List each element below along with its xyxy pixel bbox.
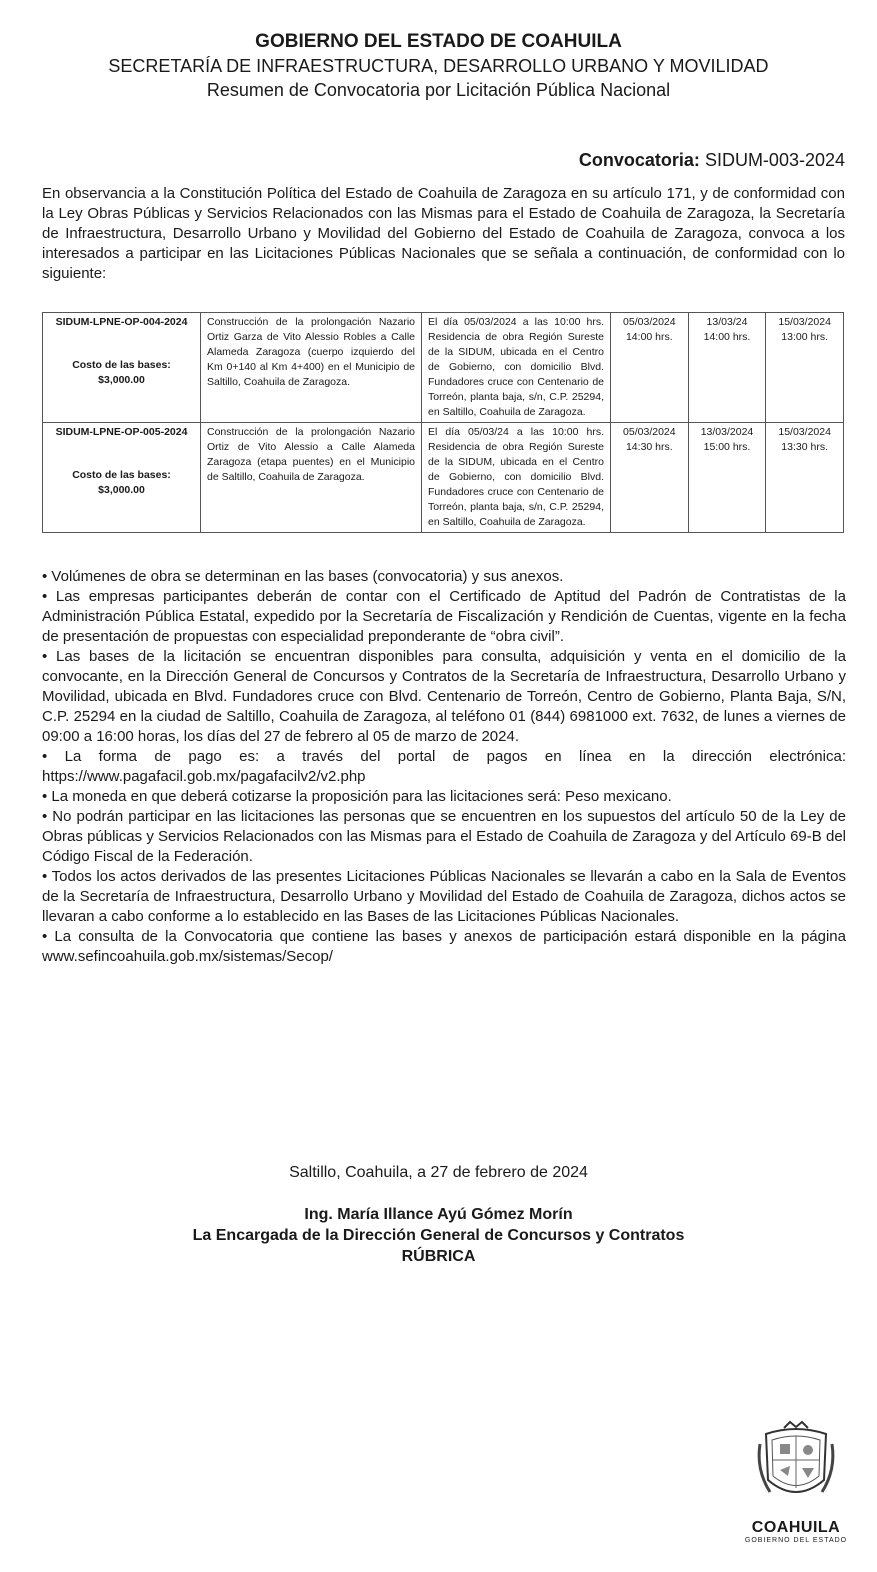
tender-id-cell <box>43 423 201 533</box>
list-item: • Las empresas participantes deberán de contar con el Certificado de Aptitud del Padrón de Contratistas de la Administración Pública Estatal, expedido por la Secretaría de Fiscalización y Rendición de Cuentas, vigente en la fecha de presentación de propuestas con especialidad preponderante de “obra civil”. <box>42 588 846 645</box>
cost-label: Costo de las bases: <box>72 359 171 371</box>
date-value: 05/03/2024 <box>623 426 676 438</box>
cost-value: $3,000.00 <box>98 484 145 496</box>
list-item: • La consulta de la Convocatoria que contiene las bases y anexos de participación estará disponible en la página www.sefincoahuila.gob.mx/sistemas/Secop/ <box>42 928 846 965</box>
table-row <box>43 313 844 423</box>
time-value: 14:00 hrs. <box>703 331 751 343</box>
date-cell-1 <box>611 423 689 533</box>
tender-id: SIDUM-LPNE-OP-005-2024 <box>55 426 188 438</box>
date-value: 15/03/2024 <box>778 316 831 328</box>
tender-id-cell <box>43 313 201 423</box>
description-cell: Construcción de la prolongación Nazario Ortiz de Vito Alessio a Calle Alameda Zaragoza (etapa puentes) en el Municipio de Saltillo, Coahuila de Zaragoza. <box>201 423 422 533</box>
logo-subtitle: GOBIERNO DEL ESTADO <box>744 1537 848 1544</box>
logo-brand: COAHUILA <box>751 1519 841 1536</box>
time-value: 15:00 hrs. <box>703 441 751 453</box>
time-value: 14:00 hrs. <box>625 331 673 343</box>
time-value: 13:00 hrs. <box>781 331 828 343</box>
place-date: Saltillo, Coahuila, a 27 de febrero de 2024 <box>289 1164 588 1181</box>
list-item: • La forma de pago es: a través del portal de pagos en línea en la dirección electrónica: https://www.pagafacil.gob.mx/pagafacilv2/v2.php <box>42 748 846 785</box>
convocatoria-value: SIDUM-003-2024 <box>704 150 845 170</box>
convocatoria-number <box>579 150 845 171</box>
list-item: • Todos los actos derivados de las presentes Licitaciones Públicas Nacionales se llevarán a cabo en la Sala de Eventos de la Secretaría de Infraestructura, Desarrollo Urbano y Movilidad del Estado de Coahuila de Zaragoza, dichos actos se llevaran a cabo conforme a lo establecido en las Bases de las Licitaciones Públicas Nacionales. <box>42 868 846 925</box>
date-value: 13/03/2024 <box>700 426 754 438</box>
visit-cell: El día 05/03/24 a las 10:00 hrs. Residencia de obra Región Sureste de la SIDUM, ubicada en el Centro de Gobierno, con domicilio Blvd. Fundadores cruce con Centenario de Torreón, planta baja, s/n, C.P. 25294, en Saltillo, Coahuila de Zaragoza. <box>422 423 611 533</box>
convocatoria-label: Convocatoria: <box>578 150 700 170</box>
conditions-list <box>42 567 846 967</box>
date-cell-3 <box>766 313 844 423</box>
list-item: • Volúmenes de obra se determinan en las bases (convocatoria) y sus anexos. <box>42 568 564 585</box>
cost-label: Costo de las bases: <box>72 469 171 481</box>
coat-of-arms-icon <box>750 1420 842 1512</box>
government-title: GOBIERNO DEL ESTADO DE COAHUILA <box>255 31 622 52</box>
intro-paragraph: En observancia a la Constitución Política del Estado de Coahuila de Zaragoza en su artículo 171, y de conformidad con la Ley Obras Públicas y Servicios Relacionados con las Mismas para el Estado de Coahuila de Zaragoza, la Secretaría de Infraestructura, Desarrollo Urbano y Movilidad del Gobierno del Estado de Coahuila de Zaragoza, convoca a los interesados a participar en las Licitaciones Públicas Nacionales que se señala a continuación, de conformidad con lo siguiente: <box>42 185 845 282</box>
list-item: • La moneda en que deberá cotizarse la proposición para las licitaciones será: Peso mexicano. <box>42 788 672 805</box>
signer-info <box>0 1204 877 1267</box>
tender-table <box>42 312 844 533</box>
rubrica-label: RÚBRICA <box>401 1248 476 1265</box>
list-item: • Las bases de la licitación se encuentran disponibles para consulta, adquisición y venta en el domicilio de la convocante, en la Dirección General de Concursos y Contratos de la Secretaría de Infraestructura, Desarrollo Urbano y Movilidad, ubicada en Blvd. Fundadores cruce con Blvd. Centenario de Torreón, Centro de Gobierno, Planta Baja, S/N, C.P. 25294 en la ciudad de Saltillo, Coahuila de Zaragoza, al teléfono 01 (844) 6981000 ext. 7632, de lunes a viernes de 09:00 a 16:00 horas, los días del 27 de febrero al 05 de marzo de 2024. <box>42 648 846 745</box>
document-header <box>0 30 877 102</box>
date-cell-2 <box>688 313 766 423</box>
coahuila-logo <box>742 1420 850 1544</box>
tender-id: SIDUM-LPNE-OP-004-2024 <box>55 316 188 328</box>
description-cell: Construcción de la prolongación Nazario Ortiz Garza de Vito Alessio Robles a Calle Alameda Zaragoza (cuerpo izquierdo del Km 0+140 al Km 4+400) en el Municipio de Saltillo, Coahuila de Zaragoza. <box>201 313 422 423</box>
secretariat-title: SECRETARÍA DE INFRAESTRUCTURA, DESARROLLO URBANO Y MOVILIDAD <box>108 56 769 76</box>
date-cell-2 <box>688 423 766 533</box>
time-value: 14:30 hrs. <box>625 441 673 453</box>
signer-name: Ing. María Illance Ayú Gómez Morín <box>304 1206 573 1223</box>
signer-position: La Encargada de la Dirección General de Concursos y Contratos <box>192 1227 685 1244</box>
cost-value: $3,000.00 <box>98 374 145 386</box>
document-subtitle: Resumen de Convocatoria por Licitación Pública Nacional <box>206 80 671 100</box>
date-value: 13/03/24 <box>706 316 748 328</box>
time-value: 13:30 hrs. <box>781 441 828 453</box>
date-cell-3 <box>766 423 844 533</box>
date-cell-1 <box>611 313 689 423</box>
visit-cell: El día 05/03/2024 a las 10:00 hrs. Residencia de obra Región Sureste de la SIDUM, ubicada en el Centro de Gobierno, con domicilio Blvd. Fundadores cruce con Centenario de Torreón, planta baja, s/n, C.P. 25294, en Saltillo, Coahuila de Zaragoza. <box>422 313 611 423</box>
signature-block <box>0 1162 877 1267</box>
date-value: 05/03/2024 <box>623 316 676 328</box>
list-item: • No podrán participar en las licitaciones las personas que se encuentren en los supuestos del artículo 50 de la Ley de Obras públicas y Servicios Relacionados con las Mismas para el Estado de Coahuila de Zaragoza y del Artículo 69-B del Código Fiscal de la Federación. <box>42 808 846 865</box>
table-row <box>43 423 844 533</box>
date-value: 15/03/2024 <box>778 426 831 438</box>
